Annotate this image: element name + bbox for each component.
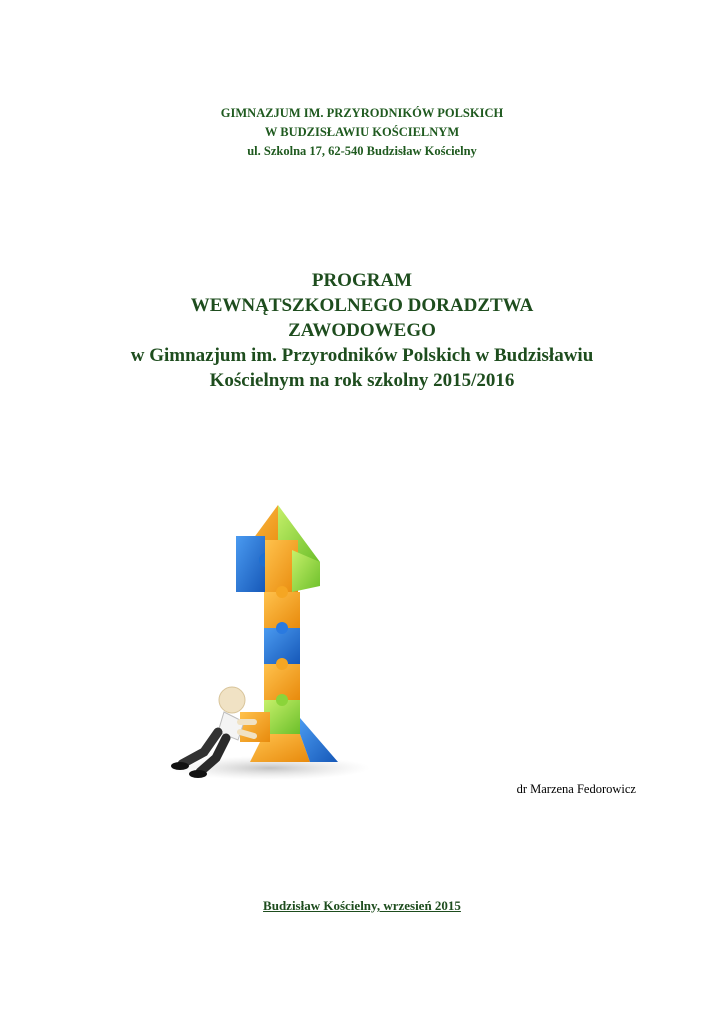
document-title [0,268,724,393]
footer-place-date [0,898,724,914]
title-line-5: Kościelnym na rok szkolny 2015/2016 [209,370,515,391]
school-name: GIMNAZJUM IM. PRZYRODNIKÓW POLSKICH [220,106,504,120]
school-header [0,104,724,161]
title-line-3: ZAWODOWEGO [288,320,436,341]
puzzle-arrow-illustration [160,500,380,790]
school-town: W BUDZISŁAWIU KOŚCIELNYM [264,125,460,139]
title-line-4: w Gimnazjum im. Przyrodników Polskich w Budzisławiu [130,345,594,366]
author-name: dr Marzena Fedorowicz [516,782,636,796]
place-date-text: Budzisław Kościelny, wrzesień 2015 [263,898,461,913]
title-line-2: WEWNĄTSZKOLNEGO DORADZTWA [190,295,534,316]
puzzle-arrow-icon [160,500,380,790]
school-address: ul. Szkolna 17, 62-540 Budzisław Kościelny [247,144,477,158]
title-line-1: PROGRAM [311,270,413,291]
